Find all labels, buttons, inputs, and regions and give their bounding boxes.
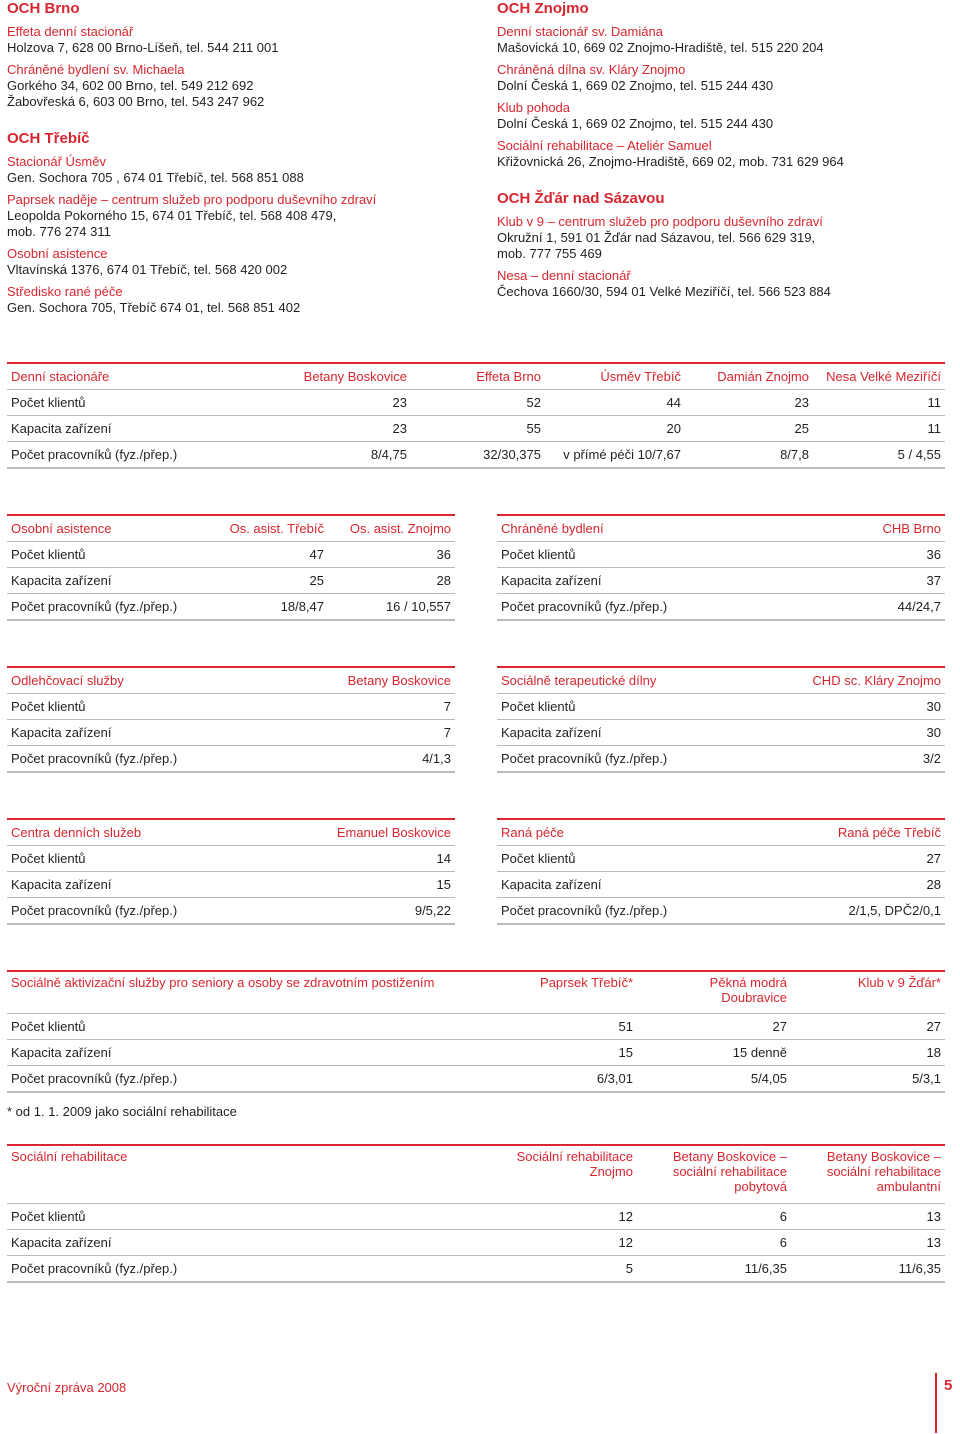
header-cell: Osobní asistence <box>7 515 212 542</box>
row-label: Počet pracovníků (fyz./přep.) <box>7 746 255 773</box>
table-aktivizacni-sluzby <box>7 970 945 1093</box>
entry-michaela <box>7 62 457 110</box>
table-row <box>7 1014 945 1040</box>
cell: 7 <box>255 694 455 720</box>
entry-line: Okružní 1, 591 01 Žďár nad Sázavou, tel. 566 629 319, <box>497 230 816 245</box>
cell: 15 <box>487 1040 637 1066</box>
cell: v přímé péči 10/7,67 <box>545 442 685 469</box>
cell: 37 <box>745 568 945 594</box>
row-label: Počet klientů <box>7 1204 487 1230</box>
row-label: Kapacita zařízení <box>7 568 212 594</box>
entry-line: Čechova 1660/30, 594 01 Velké Meziříčí, tel. 566 523 884 <box>497 284 831 299</box>
entry-name: Denní stacionář sv. Damiána <box>497 24 663 39</box>
row-label: Kapacita zařízení <box>497 872 745 898</box>
table-row <box>7 390 945 416</box>
header-cell: Sociální rehabilitace <box>7 1145 487 1204</box>
entry-line: Mašovická 10, 669 02 Znojmo-Hradiště, tel. 515 220 204 <box>497 40 824 55</box>
cell: 51 <box>487 1014 637 1040</box>
row-label: Kapacita zařízení <box>497 568 745 594</box>
entry-line: Gen. Sochora 705 , 674 01 Třebíč, tel. 568 851 088 <box>7 170 304 185</box>
entry-name: Effeta denní stacionář <box>7 24 134 39</box>
table-odlehcovaci-sluzby <box>7 666 455 773</box>
cell: 18/8,47 <box>212 594 328 621</box>
entry-klub-v-9 <box>497 214 947 262</box>
table-row <box>7 1204 945 1230</box>
cell: 6 <box>637 1204 791 1230</box>
table-row <box>7 720 455 746</box>
entry-usmev <box>7 154 457 186</box>
entry-line: Dolní Česká 1, 669 02 Znojmo, tel. 515 244 430 <box>497 116 774 131</box>
table-header-row <box>497 819 945 846</box>
cell: 23 <box>247 416 411 442</box>
header-cell: Betany Boskovice – sociální rehabilitace pobytová <box>637 1145 791 1204</box>
entry-line: Holzova 7, 628 00 Brno-Líšeň, tel. 544 211 001 <box>7 40 279 55</box>
header-cell: Nesa Velké Meziříčí <box>813 363 945 390</box>
cell: 27 <box>637 1014 791 1040</box>
table-header-row <box>7 1145 945 1204</box>
table-row <box>7 846 455 872</box>
table-osobni-asistence <box>7 514 455 621</box>
entry-line: Gorkého 34, 602 00 Brno, tel. 549 212 692 <box>7 78 254 93</box>
table-header-row <box>497 667 945 694</box>
right-column <box>497 0 947 306</box>
cell: 11/6,35 <box>637 1256 791 1283</box>
table-row <box>7 442 945 469</box>
header-cell: Pěkná modrá Doubravice <box>637 971 791 1014</box>
cell: 8/4,75 <box>247 442 411 469</box>
entry-osobni-asistence <box>7 246 457 278</box>
entry-damian <box>497 24 947 56</box>
row-label: Počet pracovníků (fyz./přep.) <box>497 746 745 773</box>
row-label: Počet klientů <box>497 694 745 720</box>
row-label: Počet pracovníků (fyz./přep.) <box>7 1066 487 1093</box>
cell: 47 <box>212 542 328 568</box>
row-label: Počet klientů <box>497 542 745 568</box>
footnote: * od 1. 1. 2009 jako sociální rehabilitace <box>7 1104 237 1119</box>
cell: 32/30,375 <box>411 442 545 469</box>
table-row <box>497 846 945 872</box>
cell: 11 <box>813 390 945 416</box>
cell: 12 <box>487 1230 637 1256</box>
row-label: Kapacita zařízení <box>7 416 247 442</box>
table-row <box>497 542 945 568</box>
cell: 11 <box>813 416 945 442</box>
header-cell: Odlehčovací služby <box>7 667 255 694</box>
row-label: Počet klientů <box>7 694 255 720</box>
header-cell: Denní stacionáře <box>7 363 247 390</box>
header-cell: Paprsek Třebíč* <box>487 971 637 1014</box>
entry-line: Žabovřeská 6, 603 00 Brno, tel. 543 247 962 <box>7 94 265 109</box>
header-cell: Damián Znojmo <box>685 363 813 390</box>
row-label: Kapacita zařízení <box>497 720 745 746</box>
entry-line: Vltavínská 1376, 674 01 Třebíč, tel. 568 420 002 <box>7 262 288 277</box>
table-row <box>497 746 945 773</box>
cell: 44 <box>545 390 685 416</box>
header-cell: Os. asist. Třebíč <box>212 515 328 542</box>
cell: 8/7,8 <box>685 442 813 469</box>
entry-klub-pohoda <box>497 100 947 132</box>
cell: 5/4,05 <box>637 1066 791 1093</box>
entry-effeta <box>7 24 457 56</box>
row-label: Kapacita zařízení <box>7 720 255 746</box>
row-label: Počet pracovníků (fyz./přep.) <box>7 594 212 621</box>
table-row <box>7 872 455 898</box>
table-row <box>7 542 455 568</box>
row-label: Kapacita zařízení <box>7 872 255 898</box>
cell: 12 <box>487 1204 637 1230</box>
left-column <box>7 0 457 322</box>
table-centra-dennich-sluzeb <box>7 818 455 925</box>
entry-line: Dolní Česká 1, 669 02 Znojmo, tel. 515 244 430 <box>497 78 774 93</box>
row-label: Počet pracovníků (fyz./přep.) <box>7 898 255 925</box>
entry-nesa <box>497 268 947 300</box>
header-cell: Effeta Brno <box>411 363 545 390</box>
cell: 4/1,3 <box>255 746 455 773</box>
header-cell: Betany Boskovice – sociální rehabilitace ambulantní <box>791 1145 945 1204</box>
table-denni-stacionare <box>7 362 945 469</box>
entry-line: mob. 777 755 469 <box>497 246 602 261</box>
table-header-row <box>7 667 455 694</box>
header-cell: Chráněné bydlení <box>497 515 745 542</box>
entry-line: Gen. Sochora 705, Třebíč 674 01, tel. 568 851 402 <box>7 300 301 315</box>
header-cell: Centra denních služeb <box>7 819 255 846</box>
header-cell: Raná péče <box>497 819 745 846</box>
table-header-row <box>7 819 455 846</box>
footer-title: Výroční zpráva 2008 <box>7 1380 127 1395</box>
cell: 30 <box>745 694 945 720</box>
cell: 16 / 10,557 <box>328 594 455 621</box>
header-cell: Os. asist. Znojmo <box>328 515 455 542</box>
header-cell: Betany Boskovice <box>247 363 411 390</box>
table-header-row <box>7 971 945 1014</box>
entry-name: Osobní asistence <box>7 246 108 261</box>
table-header-row <box>7 515 455 542</box>
entry-line: Leopolda Pokorného 15, 674 01 Třebíč, tel. 568 408 479, <box>7 208 337 223</box>
cell: 2/1,5, DPČ2/0,1 <box>745 898 945 925</box>
cell: 55 <box>411 416 545 442</box>
entry-line: mob. 776 274 311 <box>7 224 111 239</box>
table-row <box>7 416 945 442</box>
table-row <box>7 694 455 720</box>
table-row <box>7 746 455 773</box>
table-row <box>7 898 455 925</box>
cell: 28 <box>745 872 945 898</box>
row-label: Kapacita zařízení <box>7 1040 487 1066</box>
cell: 25 <box>212 568 328 594</box>
row-label: Počet klientů <box>7 846 255 872</box>
cell: 13 <box>791 1204 945 1230</box>
header-cell: Sociálně aktivizační služby pro seniory a osoby se zdravotním postižením <box>7 971 487 1014</box>
cell: 20 <box>545 416 685 442</box>
header-cell: Betany Boskovice <box>255 667 455 694</box>
entry-name: Chráněné bydlení sv. Michaela <box>7 62 185 77</box>
header-cell: CHB Brno <box>745 515 945 542</box>
row-label: Počet pracovníků (fyz./přep.) <box>497 594 745 621</box>
row-label: Počet pracovníků (fyz./přep.) <box>497 898 745 925</box>
header-cell: Klub v 9 Žďár* <box>791 971 945 1014</box>
entry-name: Klub pohoda <box>497 100 571 115</box>
table-row <box>7 1066 945 1093</box>
table-row <box>497 594 945 621</box>
cell: 36 <box>328 542 455 568</box>
cell: 28 <box>328 568 455 594</box>
cell: 23 <box>247 390 411 416</box>
table-row <box>7 1230 945 1256</box>
cell: 23 <box>685 390 813 416</box>
section-title-zdar: OCH Žďár nad Sázavou <box>497 190 665 207</box>
footer-divider <box>935 1373 937 1433</box>
entry-paprsek <box>7 192 457 240</box>
table-header-row <box>7 363 945 390</box>
section-title-trebic: OCH Třebíč <box>7 130 90 147</box>
cell: 5 <box>487 1256 637 1283</box>
entry-name: Sociální rehabilitace – Ateliér Samuel <box>497 138 712 153</box>
table-row <box>7 594 455 621</box>
table-row <box>497 568 945 594</box>
cell: 36 <box>745 542 945 568</box>
cell: 27 <box>745 846 945 872</box>
cell: 15 denně <box>637 1040 791 1066</box>
row-label: Počet klientů <box>7 390 247 416</box>
header-cell: Úsměv Třebíč <box>545 363 685 390</box>
header-cell: Raná péče Třebíč <box>745 819 945 846</box>
cell: 5/3,1 <box>791 1066 945 1093</box>
cell: 3/2 <box>745 746 945 773</box>
cell: 6 <box>637 1230 791 1256</box>
cell: 27 <box>791 1014 945 1040</box>
entry-name: Středisko rané péče <box>7 284 123 299</box>
table-chranene-bydleni <box>497 514 945 621</box>
entry-chranena-dilna <box>497 62 947 94</box>
entry-name: Klub v 9 – centrum služeb pro podporu duševního zdraví <box>497 214 823 229</box>
cell: 15 <box>255 872 455 898</box>
entry-atelier-samuel <box>497 138 947 170</box>
table-row <box>497 898 945 925</box>
table-row <box>7 568 455 594</box>
row-label: Počet klientů <box>497 846 745 872</box>
cell: 52 <box>411 390 545 416</box>
table-row <box>7 1040 945 1066</box>
entry-line: Křižovnická 26, Znojmo-Hradiště, 669 02, mob. 731 629 964 <box>497 154 844 169</box>
page-number: 5 <box>944 1377 953 1394</box>
cell: 44/24,7 <box>745 594 945 621</box>
row-label: Počet klientů <box>7 542 212 568</box>
cell: 7 <box>255 720 455 746</box>
header-cell: CHD sc. Kláry Znojmo <box>745 667 945 694</box>
entry-name: Paprsek naděje – centrum služeb pro podporu duševního zdraví <box>7 192 377 207</box>
table-header-row <box>497 515 945 542</box>
cell: 11/6,35 <box>791 1256 945 1283</box>
header-cell: Sociálně terapeutické dílny <box>497 667 745 694</box>
table-rana-pece <box>497 818 945 925</box>
cell: 6/3,01 <box>487 1066 637 1093</box>
table-row <box>7 1256 945 1283</box>
table-row <box>497 872 945 898</box>
section-title-brno: OCH Brno <box>7 0 80 17</box>
table-row <box>497 694 945 720</box>
cell: 14 <box>255 846 455 872</box>
row-label: Kapacita zařízení <box>7 1230 487 1256</box>
row-label: Počet klientů <box>7 1014 487 1040</box>
header-cell: Sociální rehabilitace Znojmo <box>487 1145 637 1204</box>
table-row <box>497 720 945 746</box>
table-terapeuticke-dilny <box>497 666 945 773</box>
table-socialni-rehabilitace <box>7 1144 945 1283</box>
entry-name: Chráněná dílna sv. Kláry Znojmo <box>497 62 686 77</box>
entry-name: Stacionář Úsměv <box>7 154 106 169</box>
row-label: Počet pracovníků (fyz./přep.) <box>7 1256 487 1283</box>
cell: 5 / 4,55 <box>813 442 945 469</box>
cell: 30 <box>745 720 945 746</box>
cell: 9/5,22 <box>255 898 455 925</box>
cell: 25 <box>685 416 813 442</box>
entry-rana-pece <box>7 284 457 316</box>
cell: 18 <box>791 1040 945 1066</box>
row-label: Počet pracovníků (fyz./přep.) <box>7 442 247 469</box>
header-cell: Emanuel Boskovice <box>255 819 455 846</box>
entry-name: Nesa – denní stacionář <box>497 268 631 283</box>
section-title-znojmo: OCH Znojmo <box>497 0 589 17</box>
cell: 13 <box>791 1230 945 1256</box>
